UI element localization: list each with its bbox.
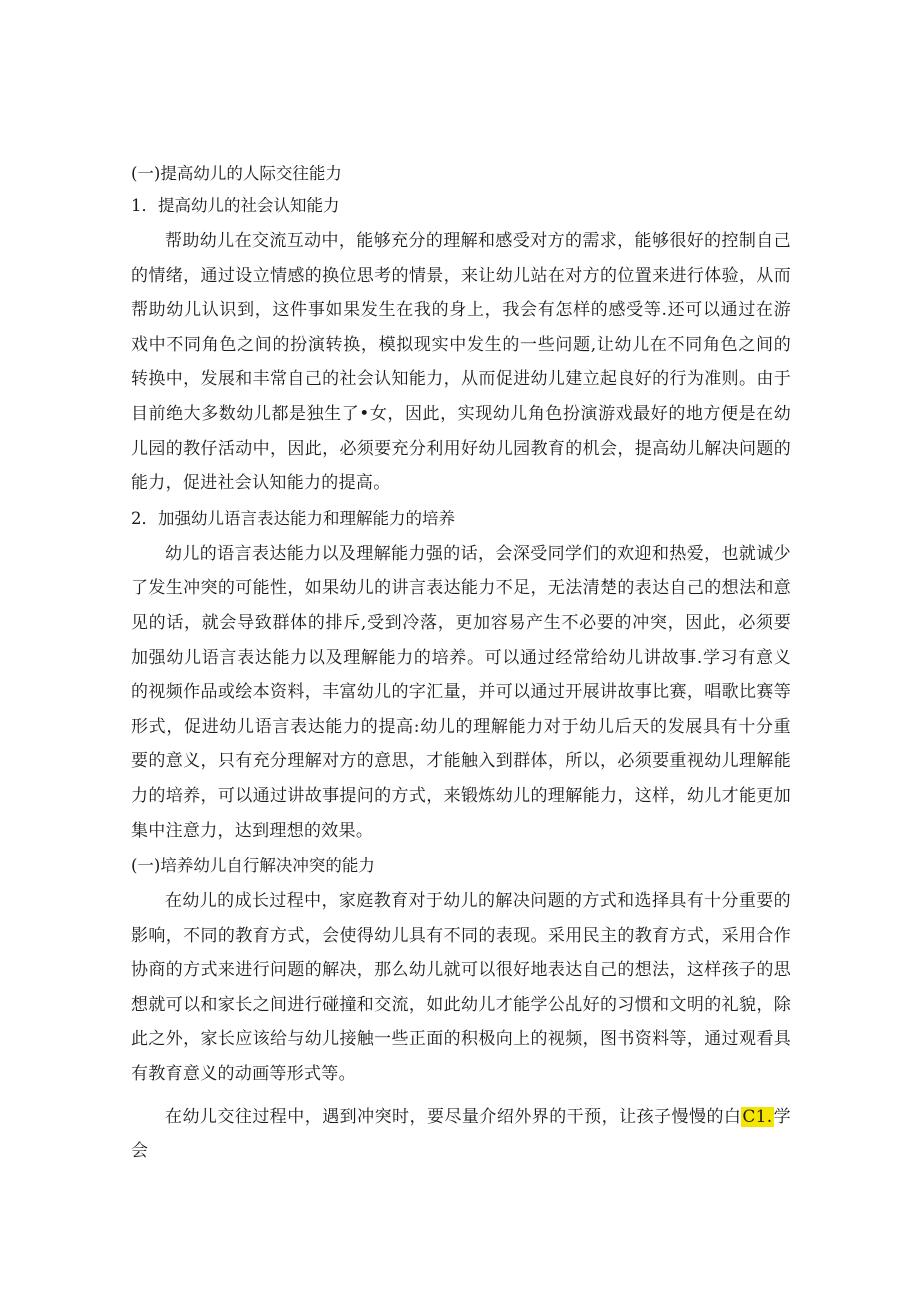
section-heading-2: (一)培养幼儿自行解决冲突的能力 [131, 856, 375, 876]
section-heading-1: (一)提高幼儿的人际交往能力 [131, 164, 342, 183]
paragraph-text-after: 学会 [131, 1106, 791, 1162]
subsection-heading-1: 1．提高幼儿的社会认知能力 [131, 196, 340, 215]
paragraph-family-education: 在幼儿的成长过程中，家庭教育对于幼儿的解决问题的方式和选择具有十分重要的影响，不同的教育方式，会使得幼儿具有不同的表现。采用民主的教育方式，采用合作协商的方式来进行问题的解决，那么幼儿就可以很好地表达自己的想法，这样孩子的思想就可以和家长之间进行碰撞和交流，如此幼儿才能学公乩好的习惯和文明的礼貌，除此之外，家长应该给与幼儿接触一些正面的积极向上的视频，图书资料等，通过观看具有教育意义的动画等形式等。 [131, 891, 791, 1085]
highlighted-text: C1. [742, 1106, 773, 1127]
document-body [131, 160, 791, 1169]
paragraph-conflict-intervention [131, 1100, 791, 1169]
paragraph-text-before: 在幼儿交往过程中，遇到冲突时，要尽量介绍外界的干预，让孩子慢慢的白 [165, 1106, 742, 1127]
paragraph-language-ability: 幼儿的语言表达能力以及理解能力强的话，会深受同学们的欢迎和热爱，也就诚少了发生冲突的可能性，如果幼儿的讲言表达能力不足，无法清楚的表达自己的想法和意见的话，就会导致群体的排斥,受到冷落，更加容易产生不必要的冲突，因此，必须要加强幼儿语言表达能力以及理解能力的培养。可以通过经常给幼儿讲故事.学习有意义的视频作品或绘本资料，丰富幼儿的字汇量，并可以通过开展讲故事比赛，唱歌比赛等形式，促进幼儿语言表达能力的提高:幼儿的理解能力对于幼儿后天的发展具有十分重要的意义，只有充分理解对方的意思，才能触入到群体，所以，必须要重视幼儿理解能力的培养，可以通过讲故事提问的方式，来锻炼幼儿的理解能力，这样，幼儿才能更加集中注意力，达到理想的效果。 [131, 543, 791, 841]
paragraph-social-cognition: 帮助幼儿在交流互动中，能够充分的理解和感受对方的需求，能够很好的控制自己的情绪，通过设立情感的换位思考的情景，来让幼儿站在对方的位置来进行体验，从而帮助幼儿认识到，这件事如果发生在我的身上，我会有怎样的感受等.还可以通过在游戏中不同角色之间的扮演转换，模拟现实中发生的一些问题,让幼儿在不同角色之间的转换中，发展和丰常自己的社会认知能力，从而促进幼儿建立起良好的行为准则。由于目前绝大多数幼儿都是独生了•女，因此，实现幼儿角色扮演游戏最好的地方便是在幼儿园的教仔活动中，因此，必须要充分利用好幼儿园教育的机会，提高幼儿解决问题的能力，促进社会认知能力的提高。 [131, 231, 791, 494]
subsection-heading-2: 2．加强幼儿语言表达能力和理解能力的培养 [131, 508, 455, 528]
